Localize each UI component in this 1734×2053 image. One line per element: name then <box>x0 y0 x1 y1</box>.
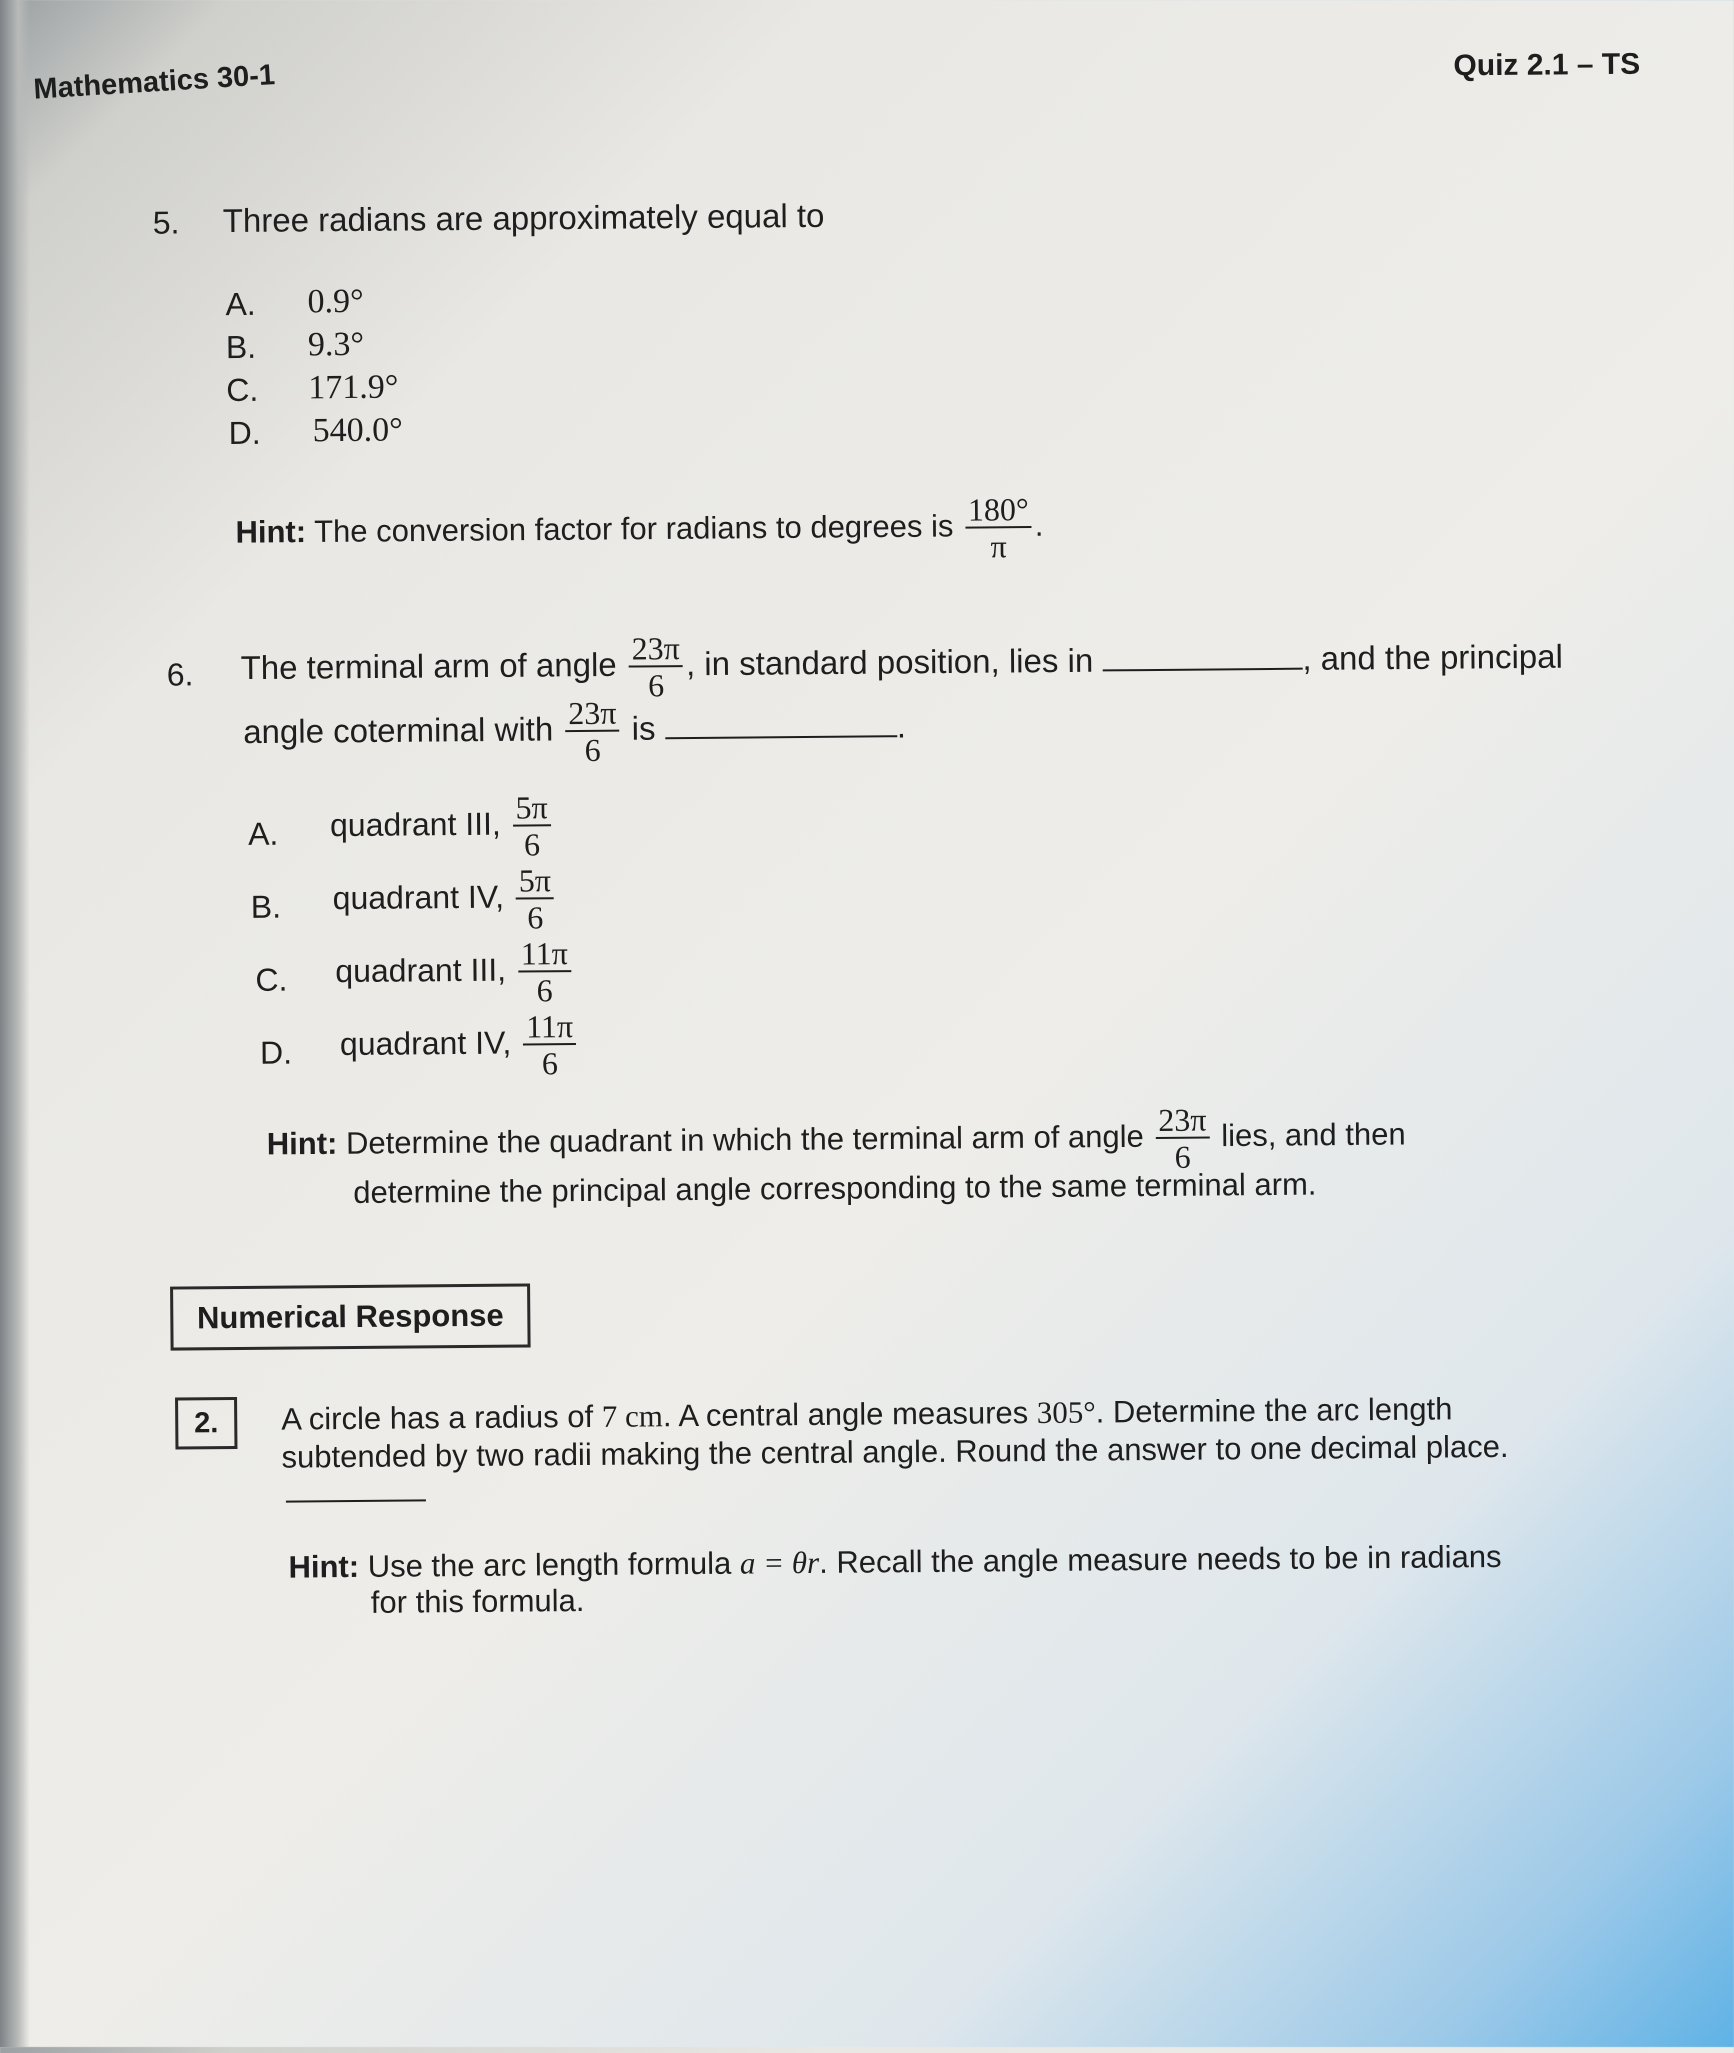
nr-text-part: A circle has a radius of <box>281 1398 594 1437</box>
fraction-denominator: π <box>990 528 1007 565</box>
nr-radius: 7 cm <box>601 1398 664 1434</box>
option-fraction <box>516 862 555 936</box>
hint-label: Hint: <box>288 1548 360 1585</box>
question-6-line-2 <box>243 694 906 769</box>
q6-text-part: , and the principal <box>1302 637 1564 677</box>
q5-option-d-value: 540.0° <box>312 411 403 450</box>
fraction-denominator: 6 <box>527 899 544 936</box>
fraction-denominator: 6 <box>647 667 665 704</box>
fraction-numerator: 23π <box>629 632 683 667</box>
fraction-denominator: 6 <box>584 731 601 768</box>
fraction-numerator: 11π <box>518 937 571 972</box>
option-text: quadrant III, <box>335 951 507 990</box>
nr-text-part: . A central angle measures <box>662 1395 1029 1434</box>
q6-text-part: angle coterminal with <box>243 710 554 751</box>
q6-option-d <box>340 1010 580 1081</box>
q5-option-c-value: 171.9° <box>308 368 399 407</box>
fraction-numerator: 23π <box>1155 1104 1209 1139</box>
fraction-numerator: 180° <box>965 493 1032 529</box>
nr-angle: 305° <box>1036 1394 1096 1431</box>
q5-option-c-letter: C. <box>226 371 259 409</box>
option-text: quadrant IV, <box>339 1024 512 1063</box>
q6-text-part: The terminal arm of angle <box>240 645 617 687</box>
angle-fraction <box>629 630 684 704</box>
q5-option-d-letter: D. <box>228 414 261 452</box>
fraction-numerator: 23π <box>565 697 619 732</box>
angle-fraction <box>1155 1101 1210 1175</box>
q6-option-b <box>332 864 557 935</box>
quiz-title: Quiz 2.1 – TS <box>1453 47 1641 83</box>
hint-text: Use the arc length formula <box>367 1545 732 1584</box>
hint-text: lies, and then <box>1221 1116 1406 1154</box>
angle-fraction <box>565 694 620 768</box>
nr-hint-line-1 <box>288 1539 1501 1586</box>
hint-period: . <box>1034 507 1044 543</box>
q6-text-part: . <box>896 707 907 745</box>
option-text: quadrant IV, <box>332 878 505 917</box>
numerical-response-heading: Numerical Response <box>170 1283 531 1350</box>
nr-question-line-2: subtended by two radii making the central angle. Round the answer to one decimal place. <box>281 1428 1509 1475</box>
hint-text: Determine the quadrant in which the terminal arm of angle <box>345 1118 1144 1161</box>
q5-option-b-value: 9.3° <box>307 325 365 364</box>
q5-option-b-letter: B. <box>225 328 257 366</box>
question-6-line-1 <box>240 624 1563 705</box>
nr-text-part: . Determine the arc length <box>1095 1391 1453 1430</box>
hint-text: . Recall the angle measure needs to be in radians <box>818 1538 1502 1580</box>
hint-label: Hint: <box>235 514 307 550</box>
hint-text: The conversion factor for radians to degrees is <box>313 508 954 549</box>
q6-text-part: , in standard position, lies in <box>685 641 1094 683</box>
numerical-response-number: 2. <box>175 1397 237 1450</box>
answer-blank[interactable] <box>1102 667 1302 672</box>
nr-answer-blank[interactable] <box>286 1498 426 1502</box>
fraction-numerator: 11π <box>523 1010 576 1045</box>
q6-option-c <box>335 937 574 1008</box>
option-fraction <box>523 1008 577 1082</box>
q5-option-a-value: 0.9° <box>307 282 364 321</box>
q5-option-a-letter: A. <box>225 285 256 323</box>
question-5-text: Three radians are approximately equal to <box>222 196 825 240</box>
fraction-numerator: 5π <box>512 791 550 826</box>
fraction-denominator: 6 <box>1174 1138 1191 1175</box>
fraction-denominator: 6 <box>541 1045 559 1082</box>
fraction-denominator: 6 <box>523 826 541 863</box>
q6-option-d-letter: D. <box>259 1034 293 1071</box>
arc-length-formula: a = θr <box>739 1544 820 1581</box>
course-title: Mathematics 30-1 <box>32 59 276 106</box>
hint-label: Hint: <box>266 1125 338 1162</box>
question-5-hint <box>235 493 1044 569</box>
q6-option-b-letter: B. <box>250 888 282 925</box>
q6-option-a <box>330 791 554 862</box>
fraction-denominator: 6 <box>536 972 553 1009</box>
fraction-numerator: 5π <box>516 864 554 899</box>
q6-text-part: is <box>631 709 656 747</box>
conversion-fraction <box>965 493 1032 563</box>
question-5-number: 5. <box>152 204 180 241</box>
q6-option-a-letter: A. <box>247 815 279 852</box>
option-fraction <box>518 935 572 1009</box>
q6-option-c-letter: C. <box>255 961 288 998</box>
option-fraction <box>512 789 551 863</box>
option-text: quadrant III, <box>329 805 501 844</box>
answer-blank[interactable] <box>665 734 897 739</box>
question-6-hint-line-2: determine the principal angle corresponding to the same terminal arm. <box>353 1166 1317 1210</box>
nr-hint-line-2: for this formula. <box>370 1582 585 1620</box>
question-6-number: 6. <box>166 656 194 693</box>
